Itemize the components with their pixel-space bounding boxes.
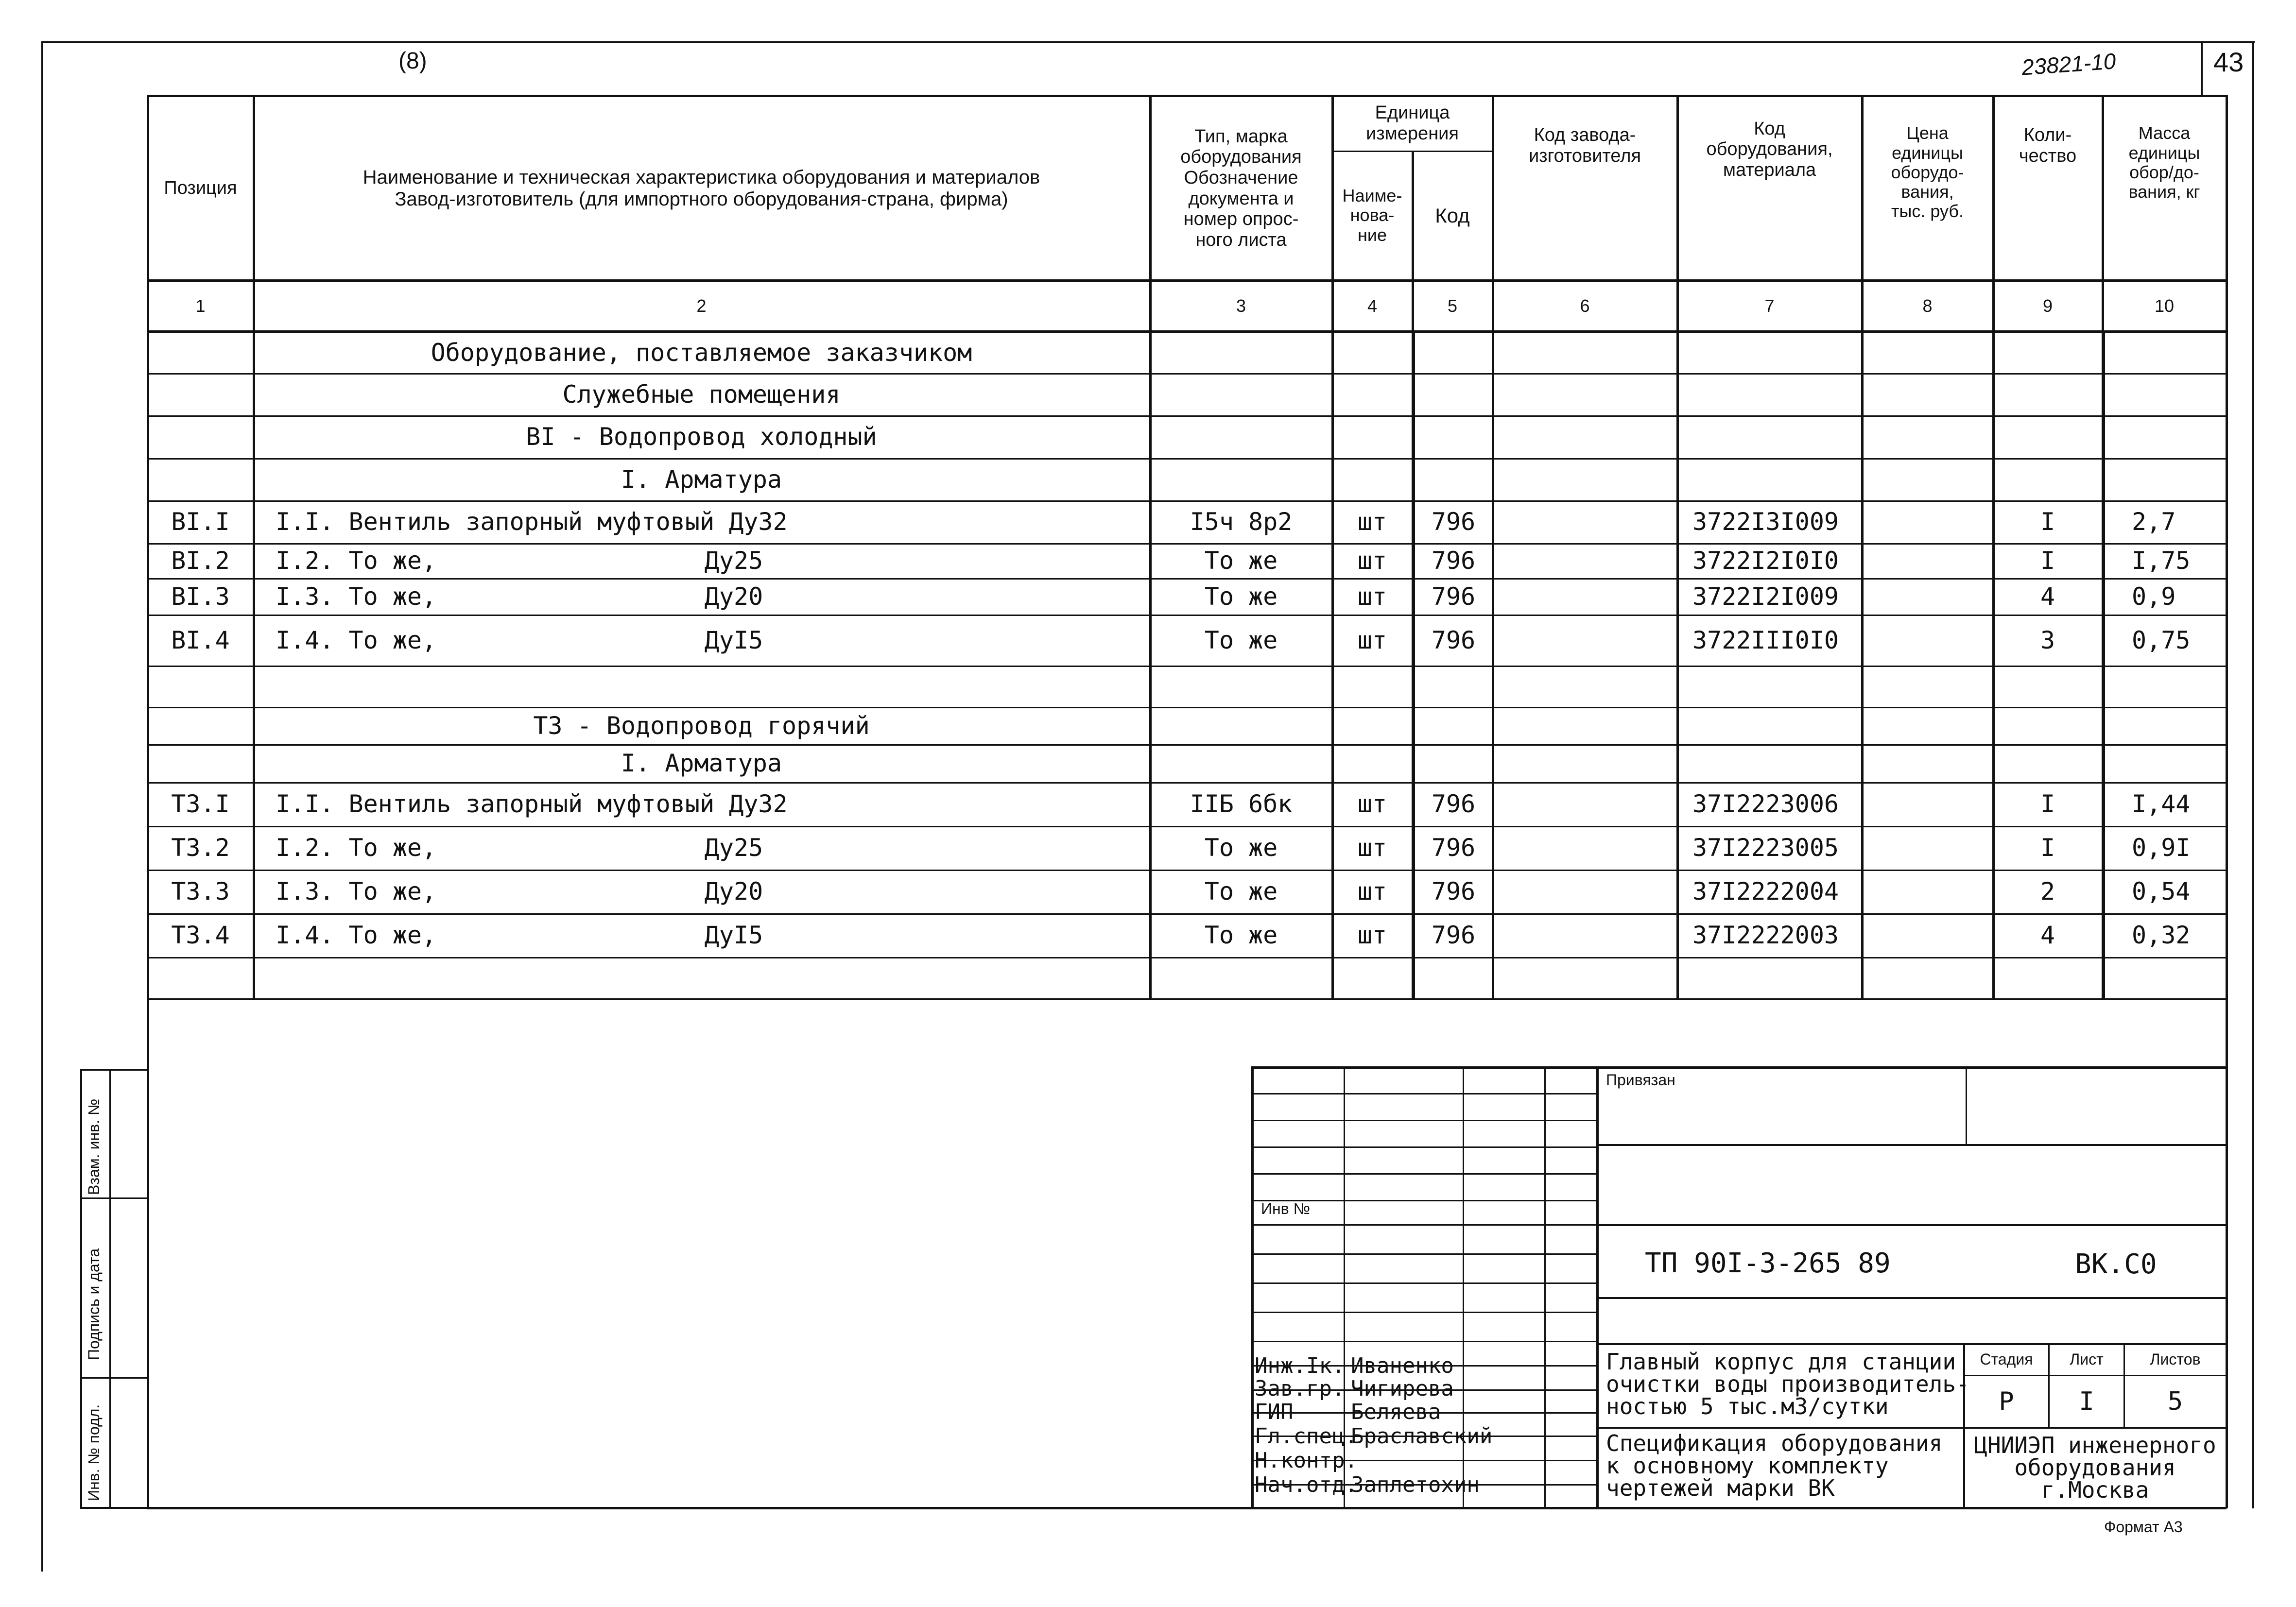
row-section-title: Оборудование, поставляемое заказчиком — [431, 338, 972, 367]
colnum-10: 10 — [2154, 295, 2175, 316]
row-unit-code — [1415, 666, 1492, 707]
header-mass-l1: Масса — [2138, 123, 2191, 143]
row-unit-code — [1415, 458, 1492, 500]
row-quantity — [1994, 744, 2102, 782]
signature-name: Заплетохин — [1351, 1472, 1480, 1497]
header-unit-name-l3: ние — [1357, 224, 1387, 245]
row-unit: шт — [1357, 582, 1387, 611]
header-unit-name — [1333, 152, 1412, 279]
header-price-l4: вания, — [1901, 182, 1954, 202]
row-unit-code: 796 — [1431, 626, 1476, 654]
header-qty-l2: чество — [2019, 146, 2077, 166]
header-price-l3: оборудо- — [1891, 162, 1964, 182]
row-name: I.I. Вентиль запорный муфтовый Ду32 — [276, 790, 788, 818]
header-mass — [2103, 97, 2226, 228]
sheet-mark: (8) — [398, 48, 427, 74]
stage-label: Стадия — [1980, 1351, 2033, 1368]
sheets-value: 5 — [2167, 1386, 2183, 1416]
row-type: I5ч 8р2 — [1190, 508, 1293, 536]
header-unit-group — [1333, 96, 1492, 151]
row-material-code: 37I2223006 — [1692, 790, 1839, 818]
page-number: 43 — [2213, 47, 2244, 77]
colnum-7: 7 — [1764, 295, 1775, 316]
header-type-l4: документа и — [1188, 188, 1294, 209]
row-unit — [1333, 707, 1412, 744]
row-quantity — [1994, 415, 2102, 458]
row-mass — [2105, 415, 2226, 458]
row-name: I.3. То же, — [276, 582, 437, 611]
row-mass: 0,54 — [2132, 877, 2191, 906]
side-inv-podl: Инв. № подл. — [85, 1404, 103, 1501]
header-unit-l1: Единица — [1375, 102, 1450, 123]
row-unit: шт — [1357, 790, 1387, 818]
row-unit: шт — [1357, 834, 1387, 862]
row-section-title: I. Арматура — [621, 749, 782, 777]
row-quantity: 4 — [2040, 582, 2055, 611]
row-mass — [2105, 373, 2226, 415]
row-section-title: Т3 - Водопровод горячий — [533, 711, 870, 740]
row-unit: шт — [1357, 877, 1387, 906]
row-type — [1151, 332, 1331, 373]
side-podpis: Подпись и дата — [85, 1248, 103, 1360]
privyazan-label: Привязан — [1606, 1071, 1675, 1089]
colnum-3: 3 — [1236, 295, 1246, 316]
row-position: Т3.4 — [171, 921, 230, 949]
row-name: I.2. То же, — [276, 834, 437, 862]
header-price-l1: Цена — [1906, 123, 1949, 143]
signature-name: Чигирева — [1351, 1376, 1454, 1401]
row-unit: шт — [1357, 547, 1387, 575]
signature-role: Инж.Iк. — [1255, 1353, 1345, 1378]
row-dn: Ду25 — [704, 834, 763, 862]
signature-name: Беляева — [1351, 1400, 1441, 1424]
row-mass: I,44 — [2132, 790, 2191, 818]
row-mass — [2105, 744, 2226, 782]
header-mass-l2: единицы — [2128, 142, 2200, 163]
row-material-code — [1678, 332, 1861, 373]
signature-role: ГИП — [1255, 1400, 1294, 1424]
row-name — [254, 957, 1149, 998]
sheet-title-l3: чертежей марки ВК — [1606, 1475, 1835, 1501]
side-vzam: Взам. инв. № — [85, 1098, 103, 1195]
row-type: То же — [1204, 626, 1278, 654]
row-name: I.4. То же, — [276, 626, 437, 654]
row-material-code — [1678, 373, 1861, 415]
signature-role: Нач.отд. — [1255, 1472, 1358, 1497]
row-mass — [2105, 332, 2226, 373]
signature-name: Иваненко — [1351, 1353, 1454, 1378]
doc-code: ТП 90I-3-265 89 — [1645, 1248, 1891, 1279]
sheet-title-l2: к основному комплекту — [1606, 1453, 1889, 1479]
header-qty-l1: Коли- — [2023, 125, 2072, 146]
header-unit-name-l2: нова- — [1350, 205, 1395, 225]
row-position: ВI.4 — [171, 626, 230, 654]
header-unit-l2: измерения — [1366, 123, 1459, 144]
row-material-code: 37I2222003 — [1692, 921, 1839, 949]
header-unit-name-l1: Наиме- — [1342, 186, 1402, 206]
format-label: Формат А3 — [2104, 1518, 2183, 1536]
row-position — [148, 707, 253, 744]
row-position: Т3.I — [171, 790, 230, 818]
row-type: То же — [1204, 921, 1278, 949]
header-mass-l4: вания, кг — [2128, 182, 2200, 202]
row-position — [148, 744, 253, 782]
row-type: То же — [1204, 834, 1278, 862]
row-unit — [1333, 373, 1412, 415]
row-dn: ДуI5 — [704, 626, 763, 654]
row-type — [1151, 744, 1331, 782]
org-l3: г.Москва — [2041, 1477, 2149, 1503]
row-position — [148, 666, 253, 707]
header-price-l2: единицы — [1892, 142, 1963, 163]
row-quantity — [1994, 458, 2102, 500]
sheet-title — [1606, 1432, 1942, 1499]
header-type-l5: номер опрос- — [1183, 209, 1299, 230]
row-quantity: I — [2040, 790, 2055, 818]
row-quantity — [1994, 332, 2102, 373]
row-unit-code: 796 — [1431, 921, 1476, 949]
colnum-6: 6 — [1580, 295, 1590, 316]
row-position: ВI.2 — [171, 547, 230, 575]
doc-mark: ВК.С0 — [2075, 1248, 2157, 1280]
row-mass: 0,9 — [2132, 582, 2176, 611]
row-unit-code — [1415, 707, 1492, 744]
colnum-2: 2 — [696, 295, 707, 316]
row-unit: шт — [1357, 921, 1387, 949]
signature-name: Браславский — [1351, 1424, 1493, 1449]
row-quantity: 4 — [2040, 921, 2055, 949]
row-unit-code: 796 — [1431, 547, 1476, 575]
row-name: I.I. Вентиль запорный муфтовый Ду32 — [276, 508, 788, 536]
header-price — [1863, 97, 1992, 248]
header-name — [254, 97, 1149, 279]
row-quantity: I — [2040, 834, 2055, 862]
signature-role: Гл.спец. — [1255, 1424, 1358, 1449]
row-material-code: 3722III0I0 — [1692, 626, 1839, 654]
header-type-l1: Тип, марка — [1194, 126, 1288, 147]
header-type-l3: Обозначение — [1184, 167, 1298, 188]
organization — [1965, 1428, 2226, 1507]
row-mass: 2,7 — [2132, 508, 2176, 536]
header-quantity — [1994, 97, 2102, 194]
row-material-code: 37I2223005 — [1692, 834, 1839, 862]
row-section-title: Служебные помещения — [562, 380, 841, 409]
row-unit — [1333, 744, 1412, 782]
row-material-code — [1678, 957, 1861, 998]
row-position: ВI.3 — [171, 582, 230, 611]
row-unit-code — [1415, 415, 1492, 458]
header-mass-l3: обор/до- — [2129, 162, 2199, 182]
row-mass: 0,75 — [2132, 626, 2191, 654]
row-quantity — [1994, 707, 2102, 744]
row-quantity — [1994, 957, 2102, 998]
row-position — [148, 373, 253, 415]
row-type — [1151, 707, 1331, 744]
header-factory-l1: Код завода- — [1534, 125, 1636, 146]
row-quantity: I — [2040, 508, 2055, 536]
row-quantity: I — [2040, 547, 2055, 575]
stage-value: Р — [1999, 1386, 2014, 1416]
row-position: Т3.3 — [171, 877, 230, 906]
colnum-5: 5 — [1447, 295, 1458, 316]
org-l2: оборудования — [2014, 1454, 2176, 1481]
row-position — [148, 332, 253, 373]
row-position — [148, 957, 253, 998]
row-material-code — [1678, 744, 1861, 782]
row-material-code — [1678, 707, 1861, 744]
row-unit — [1333, 332, 1412, 373]
header-eqcode-l3: материала — [1723, 159, 1816, 180]
row-mass — [2105, 707, 2226, 744]
colnum-8: 8 — [1922, 295, 1933, 316]
row-section-title: ВI - Водопровод холодный — [526, 423, 877, 451]
header-position: Позиция — [164, 178, 237, 199]
row-position — [148, 458, 253, 500]
row-material-code: 37I2222004 — [1692, 877, 1839, 906]
row-material-code: 3722I3I009 — [1692, 508, 1839, 536]
row-type — [1151, 373, 1331, 415]
sheets-label: Листов — [2150, 1351, 2201, 1368]
row-mass — [2105, 666, 2226, 707]
row-unit: шт — [1357, 508, 1387, 536]
sheet-title-l1: Спецификация оборудования — [1606, 1430, 1943, 1456]
row-type — [1151, 458, 1331, 500]
row-unit-code: 796 — [1431, 582, 1476, 611]
row-dn: Ду20 — [704, 877, 763, 906]
signature-role: Н.контр. — [1255, 1448, 1358, 1473]
row-dn: Ду25 — [704, 547, 763, 575]
row-material-code: 3722I2I0I0 — [1692, 547, 1839, 575]
row-name: I.2. То же, — [276, 547, 437, 575]
colnum-9: 9 — [2042, 295, 2053, 316]
row-name: I.4. То же, — [276, 921, 437, 949]
object-title-l2: очистки воды производитель- — [1606, 1371, 1969, 1397]
corner-code: 23821-10 — [2020, 48, 2117, 80]
row-quantity — [1994, 666, 2102, 707]
row-unit — [1333, 458, 1412, 500]
row-position: ВI.I — [171, 508, 230, 536]
row-dn: ДуI5 — [704, 921, 763, 949]
row-type: IIБ 6бк — [1190, 790, 1293, 818]
row-unit-code: 796 — [1431, 834, 1476, 862]
header-type-l2: оборудования — [1180, 147, 1302, 168]
row-divider — [147, 998, 2227, 1000]
row-material-code — [1678, 666, 1861, 707]
header-eqcode-l1: Код — [1754, 118, 1785, 139]
header-name-line1: Наименование и техническая характеристика оборудования и материалов — [363, 166, 1040, 188]
header-unit-code: Код — [1435, 204, 1470, 227]
row-type: То же — [1204, 582, 1278, 611]
row-mass — [2105, 957, 2226, 998]
row-unit: шт — [1357, 626, 1387, 654]
row-material-code — [1678, 458, 1861, 500]
row-name: I.3. То же, — [276, 877, 437, 906]
row-type — [1151, 415, 1331, 458]
row-dn: Ду20 — [704, 582, 763, 611]
row-unit-code: 796 — [1431, 508, 1476, 536]
row-unit-code: 796 — [1431, 790, 1476, 818]
header-equipment-code — [1678, 97, 1861, 202]
row-mass: 0,32 — [2132, 921, 2191, 949]
object-title-l3: ностью 5 тыс.м3/сутки — [1606, 1393, 1889, 1419]
row-unit — [1333, 666, 1412, 707]
colnum-4: 4 — [1367, 295, 1378, 316]
row-type — [1151, 957, 1331, 998]
row-quantity: 2 — [2040, 877, 2055, 906]
header-type — [1151, 97, 1331, 279]
header-type-l6: ного листа — [1195, 229, 1287, 250]
row-material-code — [1678, 415, 1861, 458]
row-mass: I,75 — [2132, 547, 2191, 575]
row-type — [1151, 666, 1331, 707]
header-price-l5: тыс. руб. — [1891, 201, 1964, 222]
header-name-line2: Завод-изготовитель (для импортного оборудования-страна, фирма) — [395, 188, 1008, 210]
row-unit — [1333, 957, 1412, 998]
inv-no-label: Инв № — [1261, 1200, 1310, 1217]
header-factory-code — [1493, 97, 1676, 194]
object-title-l1: Главный корпус для станции — [1606, 1349, 1956, 1375]
row-position — [148, 415, 253, 458]
row-unit-code — [1415, 373, 1492, 415]
row-section-title: I. Арматура — [621, 465, 782, 494]
row-unit-code — [1415, 957, 1492, 998]
object-title — [1606, 1351, 1969, 1418]
row-mass — [2105, 458, 2226, 500]
row-unit-code: 796 — [1431, 877, 1476, 906]
row-position: Т3.2 — [171, 834, 230, 862]
header-factory-l2: изготовителя — [1528, 146, 1641, 166]
sheet-label: Лист — [2070, 1351, 2104, 1368]
row-material-code: 3722I2I009 — [1692, 582, 1839, 611]
signature-role: Зав.гр. — [1255, 1376, 1345, 1401]
row-type: То же — [1204, 547, 1278, 575]
row-mass: 0,9I — [2132, 834, 2191, 862]
colnum-1: 1 — [195, 295, 206, 316]
row-quantity — [1994, 373, 2102, 415]
sheet-value: I — [2079, 1386, 2094, 1416]
org-l1: ЦНИИЭП инженерного — [1974, 1432, 2216, 1458]
header-eqcode-l2: оборудования, — [1706, 139, 1833, 160]
row-type: То же — [1204, 877, 1278, 906]
row-quantity: 3 — [2040, 626, 2055, 654]
row-unit — [1333, 415, 1412, 458]
row-unit-code — [1415, 332, 1492, 373]
row-name — [254, 666, 1149, 707]
row-unit-code — [1415, 744, 1492, 782]
